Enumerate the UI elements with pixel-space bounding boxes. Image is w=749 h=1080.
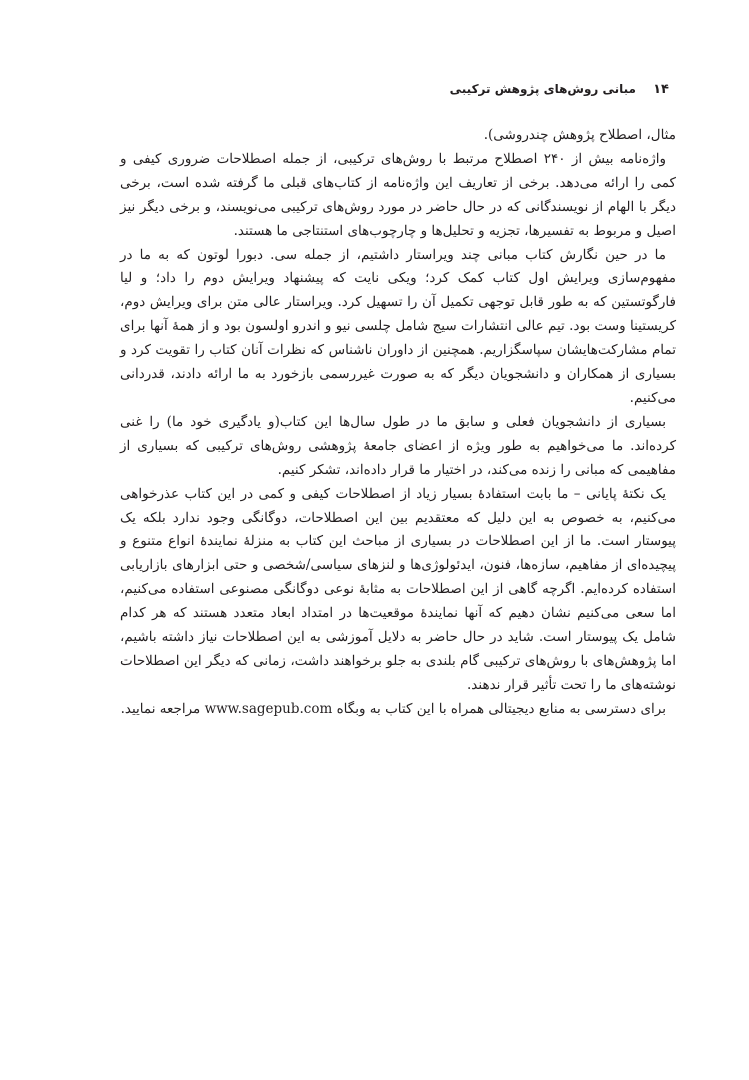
page-number: ۱۴	[653, 81, 669, 97]
body-text	[120, 124, 676, 722]
paragraph: مثال، اصطلاح پژوهش چندروشی).	[483, 127, 676, 143]
paragraph: بسیاری از دانشجویان فعلی و سابق ما در طول سال‌ها این کتاب(و یادگیری خود ما) را غنی کرده‌اند. ما می‌خواهیم به طور ویژه از اعضای جامعهٔ پژوهشی روش‌های ترکیبی که بسیاری از مفاهیمی که مبانی را زنده می‌کند، در اختیار ما قرار داده‌اند، تشکر کنیم.	[120, 413, 676, 478]
paragraph: ما در حین نگارش کتاب مبانی چند ویراستار داشتیم، از جمله سی. دبورا لوتون که به ما در مفهوم‌سازی ویرایش اول کتاب کمک کرد؛ ویکی نایت که پیشنهاد ویرایش دوم را داد؛ و لیا فارگوتستین که به طور قابل توجهی تکمیل آن را تسهیل کرد. ویراستار عالی متن برای ویرایش دوم، کریستینا وست بود. تیم عالی انتشارات سیج شامل چلسی نیو و اندرو اولسون بود و از همهٔ آنها برای تمام مشارکت‌هایشان سپاسگزاریم. همچنین از داوران ناشناس که نظرات آنان کتاب را تقویت کرد و بسیاری از همکاران و دانشجویان دیگر که به صورت غیررسمی بازخورد به ما ارائه دادند، قدردانی می‌کنیم.	[120, 246, 676, 406]
page-header	[120, 78, 676, 100]
paragraph: برای دسترسی به منابع دیجیتالی همراه با این کتاب به وبگاه www.sagepub.com مراجعه نمایید.	[120, 700, 666, 717]
running-title: مبانی روش‌های پژوهش ترکیبی	[449, 82, 636, 96]
paragraph: یک نکتهٔ پایانی – ما بابت استفادهٔ بسیار زیاد از اصطلاحات کیفی و کمی در این کتاب عذرخواهی می‌کنیم، به خصوص به این دلیل که معتقدیم بین این اصطلاحات، دوگانگی وجود ندارد بلکه یک پیوستار است. ما از این اصطلاحات در بسیاری از مباحث این کتاب به منزلهٔ نمایندهٔ انواع متنوع و پیچیده‌ای از مفاهیم، سازه‌ها، فنون، ایدئولوژی‌ها و لنزهای سیاسی/شخصی و حتی ابزارهای بازاریابی استفاده کرده‌ایم. اگرچه گاهی از این اصطلاحات به مثابهٔ نوعی دوگانگی مصنوعی استفاده می‌کنیم، اما سعی می‌کنیم نشان دهیم که آنها نمایندهٔ موقعیت‌ها در امتداد ابعاد متعدد هستند که هر کدام شامل یک پیوستار است. شاید در حال حاضر به دلایل آموزشی به این اصطلاحات نیاز داشته باشیم، اما پژوهش‌های با روش‌های ترکیبی گام بلندی به جلو برخواهند داشت، زمانی که دیگر این اصطلاحات نوشته‌های ما را تحت تأثیر قرار ندهند.	[120, 485, 676, 693]
paragraph: واژه‌نامه بیش از ۲۴۰ اصطلاح مرتبط با روش‌های ترکیبی، از جمله اصطلاحات ضروری کیفی و کمی را ارائه می‌دهد. برخی از تعاریف این واژه‌نامه از کتاب‌های قبلی ما گرفته شده است، برخی دیگر با الهام از نویسندگانی که در حال حاضر در مورد روش‌های ترکیبی می‌نویسند، و برخی دیگر نیز اصیل و مربوط به تفسیرها، تجزیه و تحلیل‌ها و چارچوب‌های استنتاجی ما هستند.	[120, 150, 676, 239]
